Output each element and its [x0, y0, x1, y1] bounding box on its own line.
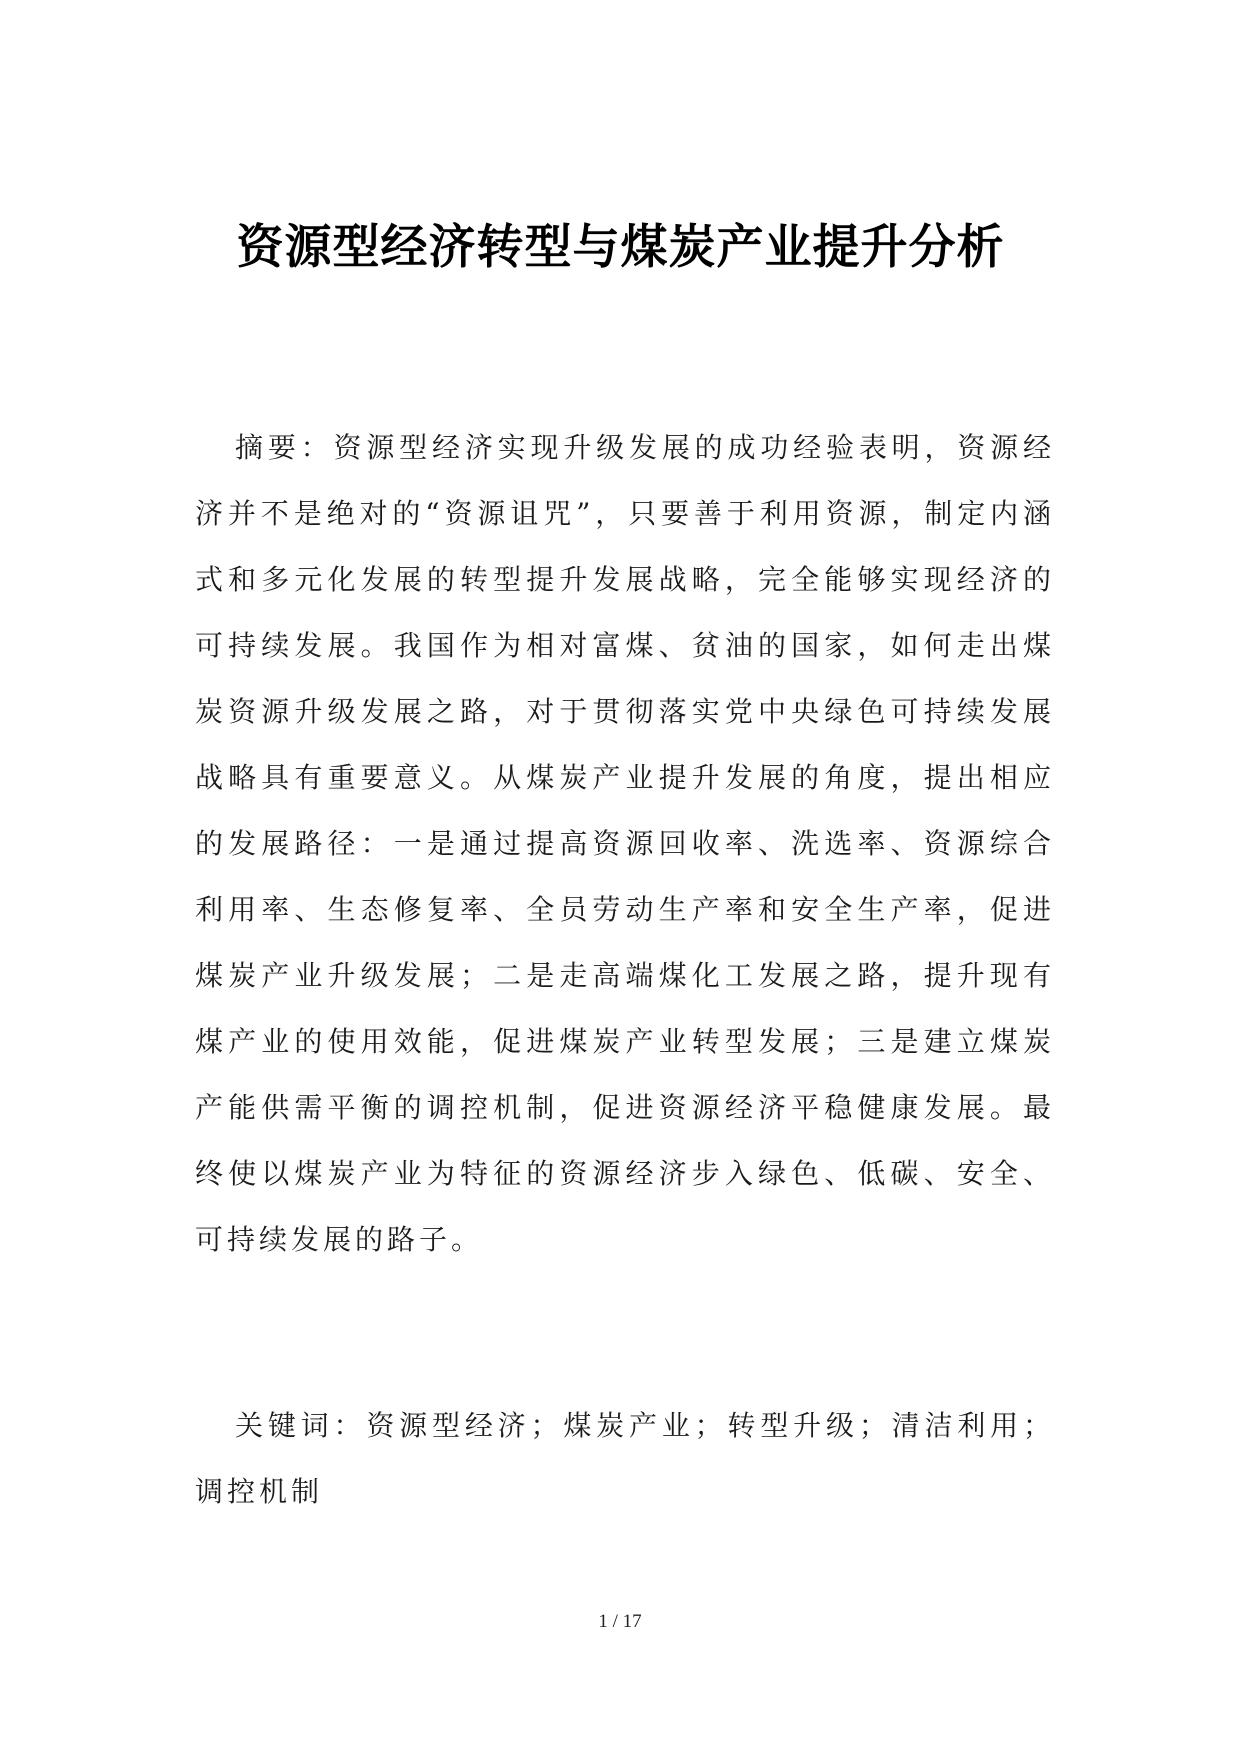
- abstract-label: 摘要：: [235, 431, 334, 464]
- abstract-text: 资源型经济实现升级发展的成功经验表明，资源经济并不是绝对的“资源诅咒”，只要善于利用资源，制定内涵式和多元化发展的转型提升发展战略，完全能够实现经济的可持续发展。我国作为相对富煤、贫油的国家，如何走出煤炭资源升级发展之路，对于贯彻落实党中央绿色可持续发展战略具有重要意义。从煤炭产业提升发展的角度，提出相应的发展路径：一是通过提高资源回收率、洗选率、资源综合利用率、生态修复率、全员劳动生产率和安全生产率，促进煤炭产业升级发展；二是走高端煤化工发展之路，提升现有煤产业的使用效能，促进煤炭产业转型发展；三是建立煤炭产能供需平衡的调控机制，促进资源经济平稳健康发展。最终使以煤炭产业为特征的资源经济步入绿色、低碳、安全、可持续发展的路子。: [195, 431, 1055, 1256]
- keywords-paragraph: [195, 1393, 1055, 1525]
- keywords-label: 关键词：: [235, 1409, 367, 1442]
- page-number: 1 / 17: [598, 1611, 642, 1632]
- document-title: 资源型经济转型与煤炭产业提升分析: [236, 220, 1005, 275]
- keywords-text: 资源型经济；煤炭产业；转型升级；清洁利用；调控机制: [195, 1409, 1055, 1508]
- abstract-paragraph: [195, 415, 1055, 1273]
